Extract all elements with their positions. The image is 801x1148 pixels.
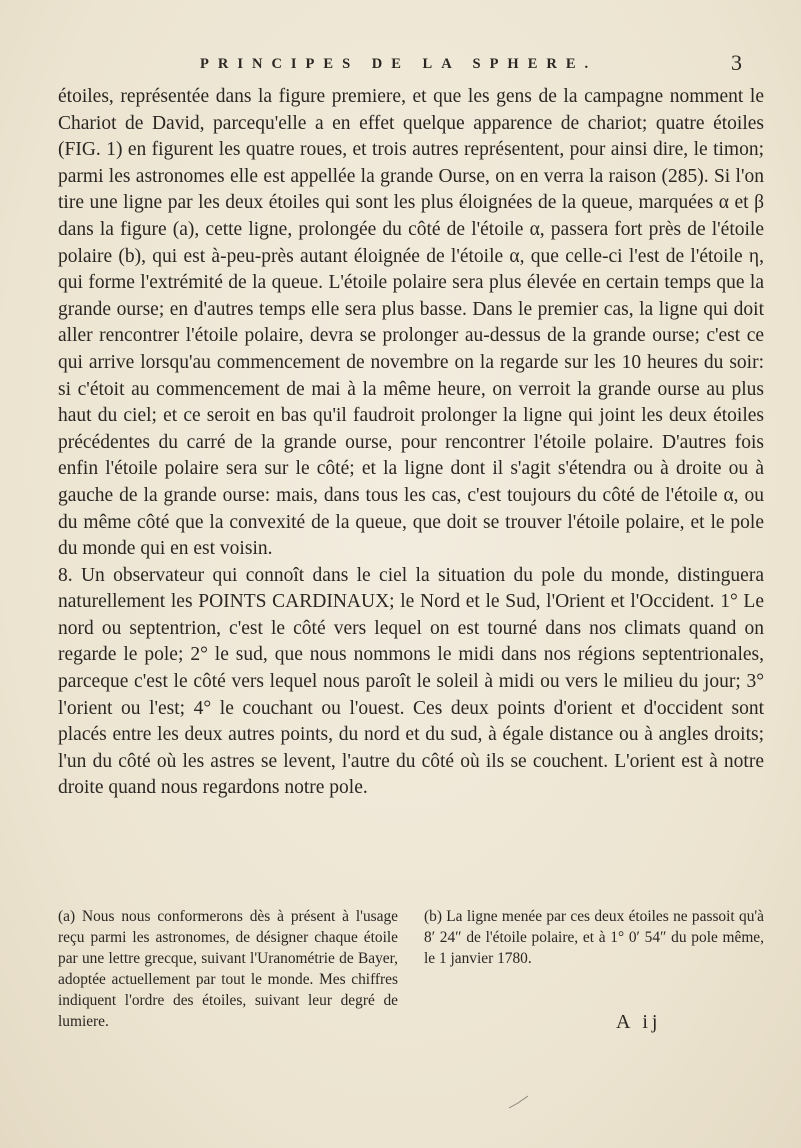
signature-mark: A ij xyxy=(616,1011,662,1033)
main-text xyxy=(58,84,764,802)
paragraph-1: étoiles, représentée dans la figure premiere, et que les gens de la campagne nomment le Chariot de David, parcequ'elle a en effet quelque apparence de chariot; quatre étoiles (FIG. 1) en figurent les quatre roues, et trois autres représentent, pour ainsi dire, le timon; parmi les astronomes elle est appellée la grande Ourse, on en verra la raison (285). Si l'on tire une ligne par les deux étoiles qui sont les plus éloignées de la queue, marquées α et β dans la figure (a), cette ligne, prolongée du côté de l'étoile α, passera fort près de l'étoile polaire (b), qui est à-peu-près autant éloignée de l'étoile α, que celle-ci l'est de l'étoile η, qui forme l'extrémité de la queue. L'étoile polaire sera plus élevée en certain temps que la grande ourse; en d'autres temps elle sera plus basse. Dans le premier cas, la ligne qui doit aller rencontrer l'étoile polaire, devra se prolonger au-dessus de la grande ourse; c'est ce qui arrive lorsqu'au commencement de novembre on la regarde sur les 10 heures du soir: si c'étoit au commencement de mai à la même heure, on verroit la grande ourse au plus haut du ciel; et ce seroit en bas qu'il faudroit prolonger la ligne qui joint les deux étoiles précédentes du carré de la grande ourse, pour rencontrer l'étoile polaire. D'autres fois enfin l'étoile polaire sera sur le côté; et la ligne dont il s'agit s'étendra ou à droite ou à gauche de la grande ourse: mais, dans tous les cas, c'est toujours du côté de l'étoile α, ou du même côté que la convexité de la queue, que doit se trouver l'étoile polaire, et le pole du monde qui en est voisin. xyxy=(58,86,764,560)
footnote-a: (a) Nous nous conformerons dès à présent à l'usage reçu parmi les astronomes, de désigner chaque étoile par une lettre grecque, suivant l'Uranométrie de Bayer, adoptée actuellement par tout le monde. Mes chiffres indiquent l'ordre des étoiles, suivant leur degré de lumiere. xyxy=(58,908,398,1030)
page-header xyxy=(150,50,760,80)
footnote-b: (b) La ligne menée par ces deux étoiles ne passoit qu'à 8′ 24″ de l'étoile polaire, et à 1° 0′ 54″ du pole même, le 1 janvier 1780. xyxy=(424,908,764,967)
page-number: 3 xyxy=(731,50,742,75)
paragraph-2: 8. Un observateur qui connoît dans le ciel la situation du pole du monde, distinguera naturellement les POINTS CARDINAUX; le Nord et le Sud, l'Orient et l'Occident. 1° Le nord ou septentrion, c'est le côté vers lequel on est tourné dans nos climats quand on regarde le pole; 2° le sud, que nous nommons le midi dans nos régions septentrionales, parceque c'est le côté vers lequel nous paroît le soleil à midi ou vers le milieu du jour; 3° l'orient ou l'est; 4° le couchant ou l'ouest. Ces deux points d'orient et d'occident sont placés entre les deux autres points, du nord et du sud, à égale distance ou à angles droits; l'un du côté où les astres se levent, l'autre du côté où ils se couchent. L'orient est à notre droite quand nous regardons notre pole. xyxy=(58,564,764,799)
ink-mark-icon xyxy=(508,1094,530,1110)
running-title: PRINCIPES DE LA SPHERE. xyxy=(200,56,598,72)
